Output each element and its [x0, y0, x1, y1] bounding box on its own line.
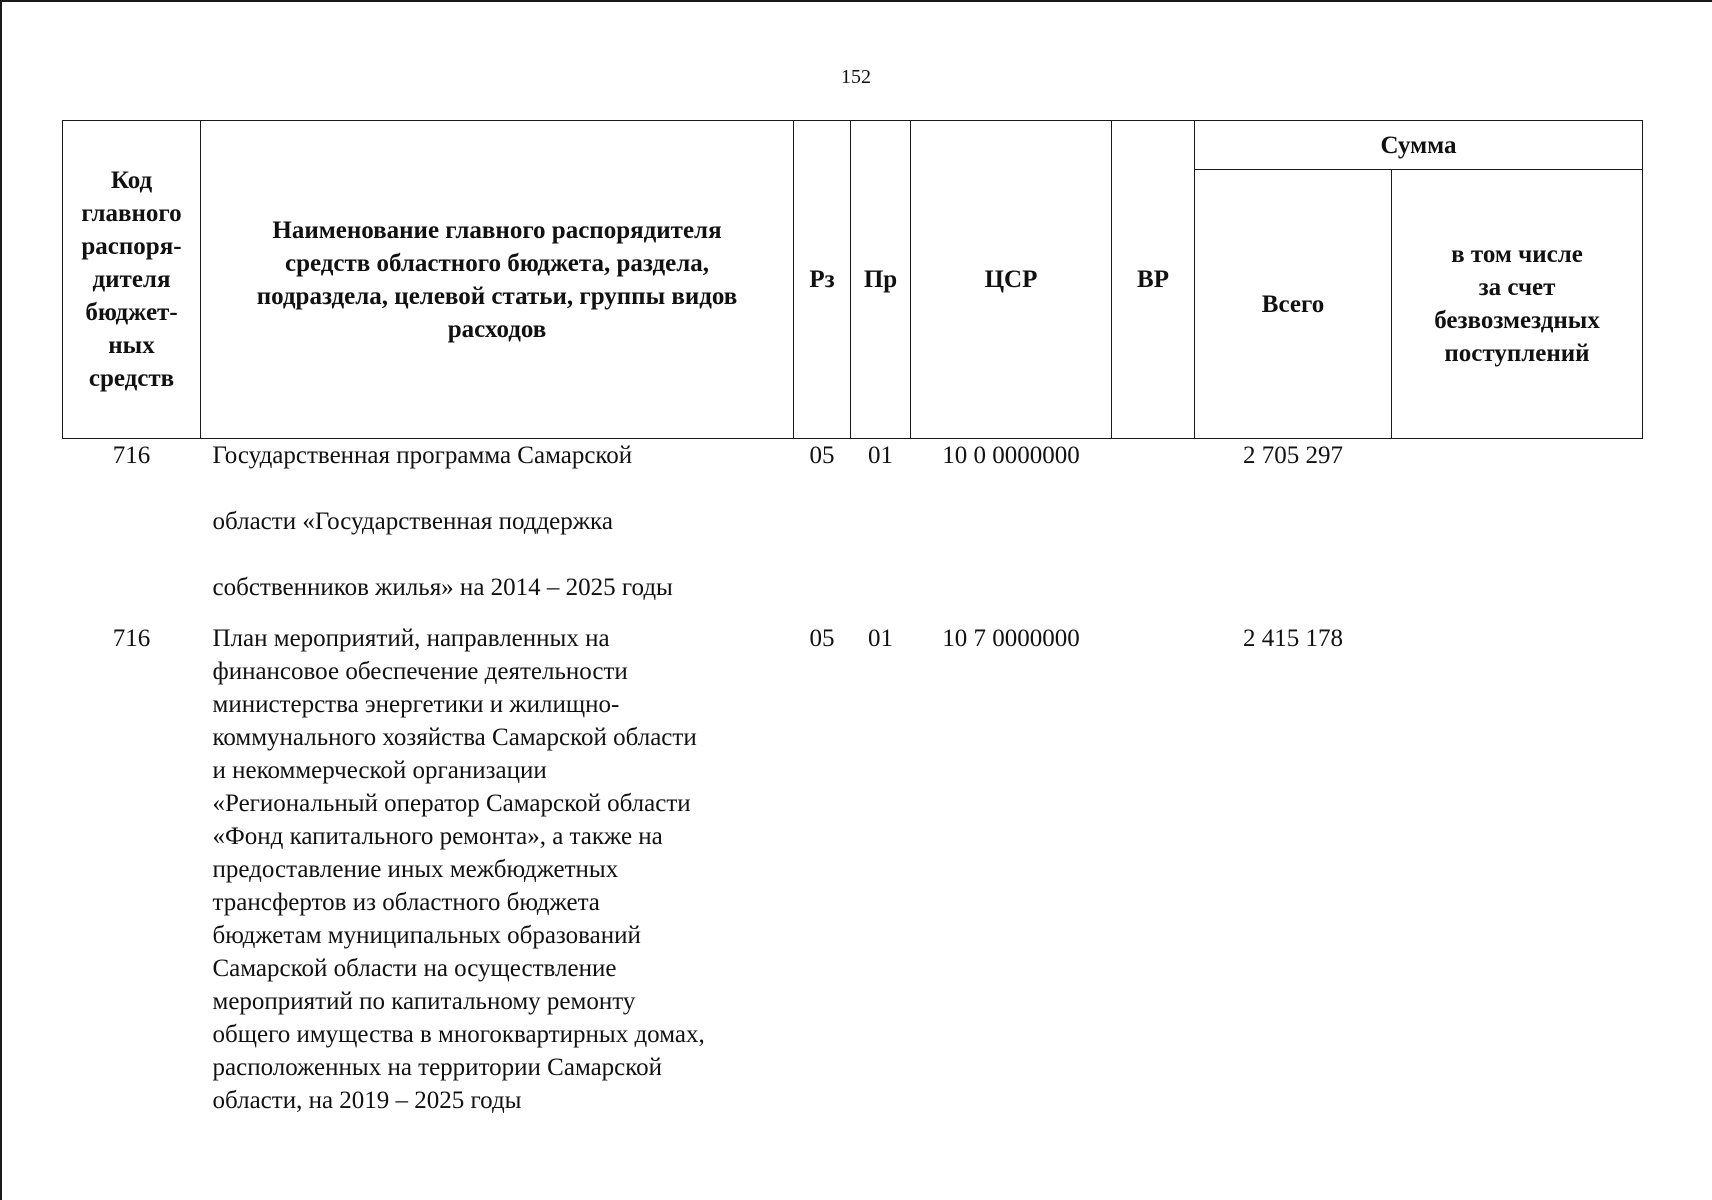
- row-vr: [1112, 439, 1195, 605]
- header-csr: ЦСР: [911, 121, 1112, 439]
- row-csr: 10 7 0000000: [942, 625, 1080, 652]
- header-pr: Пр: [851, 121, 911, 439]
- row-code: 716: [112, 442, 151, 469]
- row-rz: 05: [809, 625, 835, 652]
- row-name: План мероприятий, направленных на финансовое обеспечение деятельности министерства энергетики и жилищно- коммунального хозяйства Самарской области и некоммерческой организации «Региональный оператор Самарской области «Фонд капитального ремонта», а также на предоставление иных межбюджетных трансфертов из областного бюджета бюджетам муниципальных образований Самарской области на осуществление мероприятий по капитальному ремонту общего имущества в многоквартирных домах, расположенных на территории Самарской области, на 2019 – 2025 годы: [212, 625, 705, 1114]
- row-vr: [1112, 604, 1195, 1117]
- row-total: 2 705 297: [1243, 442, 1343, 469]
- table-row: [63, 604, 1643, 1117]
- row-pr: 01: [868, 625, 893, 652]
- row-pr: 01: [868, 442, 893, 469]
- row-rz: 05: [809, 442, 835, 469]
- row-incl: [1392, 604, 1643, 1117]
- row-code: 716: [112, 625, 151, 652]
- header-total: Всего: [1195, 170, 1392, 439]
- header-sum: Сумма: [1195, 121, 1643, 170]
- header-vr: ВР: [1112, 121, 1195, 439]
- row-total: 2 415 178: [1243, 625, 1343, 652]
- page-number: 152: [841, 66, 871, 88]
- header-incl: в том числе за счет безвозмездных поступлений: [1392, 170, 1643, 439]
- header-code: Код главного распоря- дителя бюджет- ных средств: [63, 121, 201, 439]
- row-incl: [1392, 439, 1643, 605]
- header-name: Наименование главного распорядителя средств областного бюджета, раздела, подраздела, целевой статьи, группы видов расходов: [201, 121, 794, 439]
- table-row: [63, 439, 1643, 605]
- budget-table: [62, 120, 1643, 1117]
- row-name: Государственная программа Самарской области «Государственная поддержка собственников жилья» на 2014 – 2025 годы: [212, 442, 673, 601]
- row-csr: 10 0 0000000: [942, 442, 1080, 469]
- header-rz: Рз: [794, 121, 851, 439]
